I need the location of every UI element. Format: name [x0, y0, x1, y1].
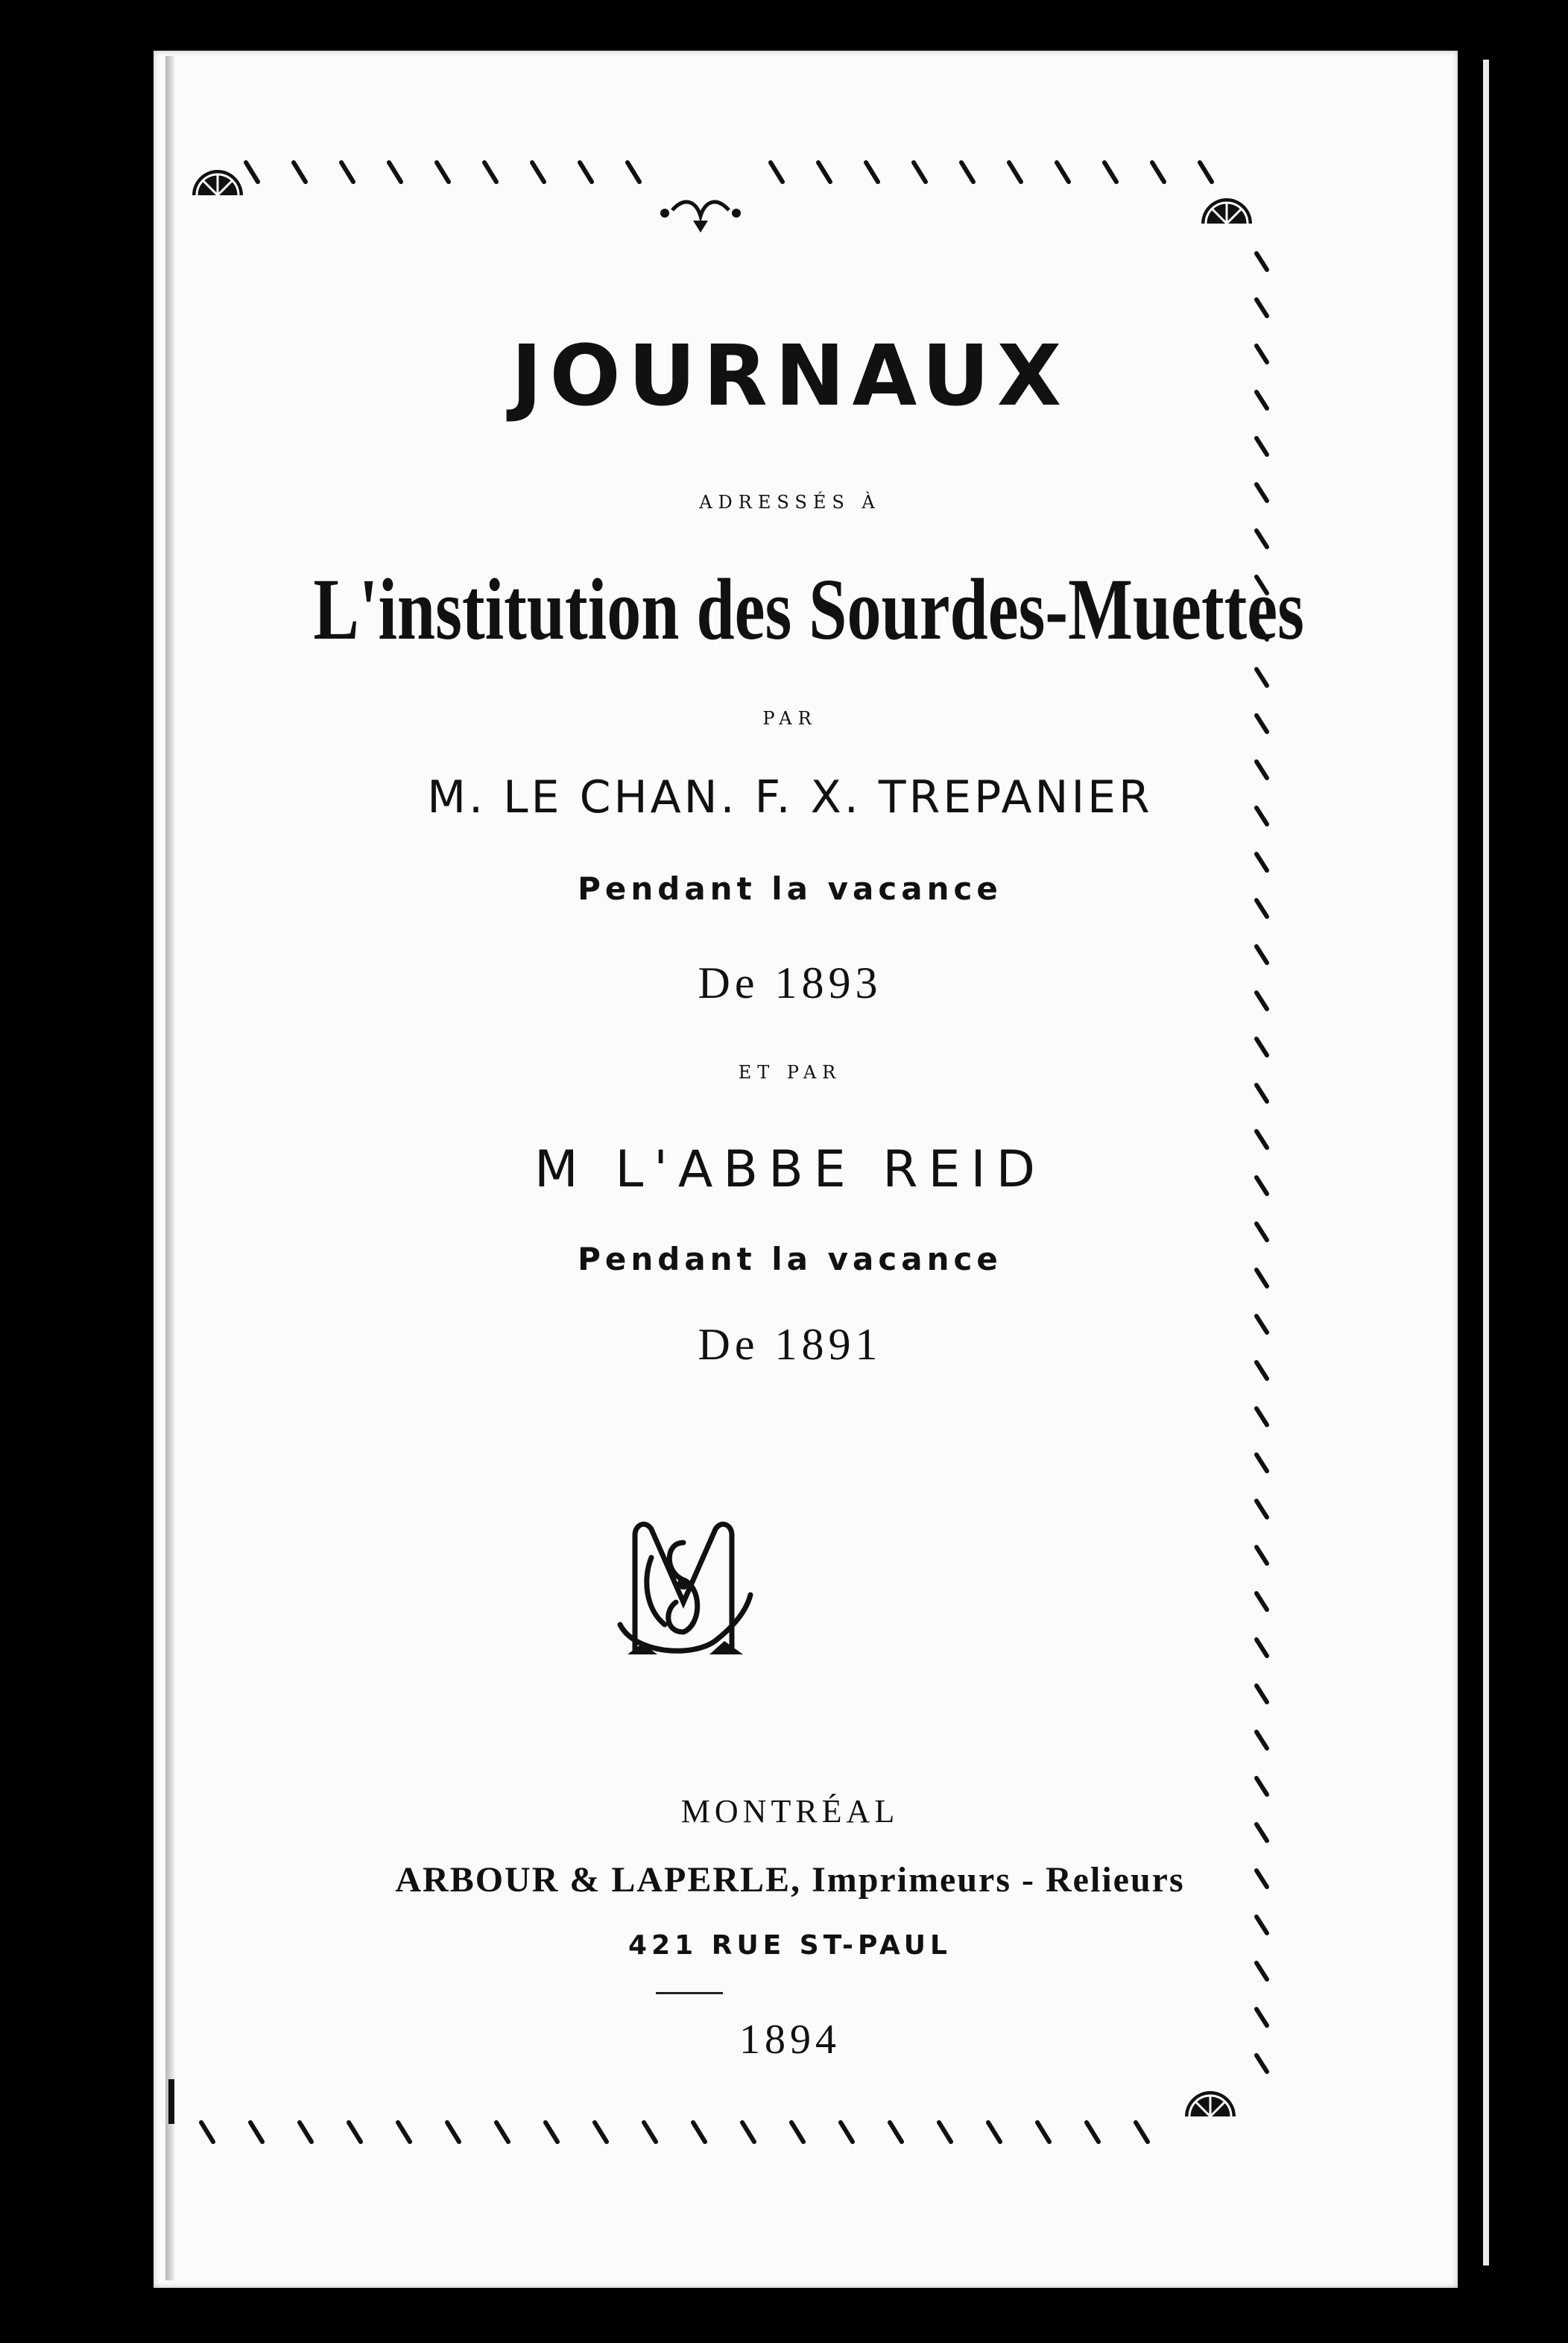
city: MONTRÉAL [680, 1793, 900, 1830]
frame-dash [1256, 1640, 1267, 1656]
frame-dash [866, 162, 878, 182]
corner-fan-bottom-right-icon [1185, 2091, 1236, 2116]
frame-dash [532, 162, 544, 182]
frame-dash [294, 162, 306, 182]
frame-dash [546, 2122, 557, 2142]
institution-name: L'institution des Sourdes-Muettes [313, 560, 1304, 658]
frame-dash [1037, 2122, 1049, 2142]
frame-dash [1256, 1732, 1267, 1748]
period-1: Pendant la vacance [578, 870, 1002, 907]
frame-dash [1256, 1039, 1267, 1055]
frame-dash [300, 2122, 312, 2142]
frame-dash [818, 162, 830, 182]
year-1: De 1893 [698, 958, 882, 1008]
publication-year: 1894 [739, 2017, 841, 2063]
frame-dash [890, 2122, 902, 2142]
frame-dash [1256, 531, 1267, 547]
frame-dash [791, 2122, 803, 2142]
year-2: De 1891 [698, 1320, 882, 1369]
frame-dash [447, 2122, 459, 2142]
frame-dash [1256, 1963, 1267, 1979]
frame-dash [1256, 1547, 1267, 1563]
by-label-1: PAR [762, 708, 818, 729]
frame-dash [389, 162, 401, 182]
frame-dash [1136, 2122, 1148, 2142]
frame-dash [1087, 2122, 1098, 2142]
frame-dash [914, 162, 926, 182]
top-fleuron-icon [660, 202, 741, 233]
frame-dash [1256, 1686, 1267, 1702]
frame-dash [1256, 253, 1267, 270]
frame-dash [484, 162, 496, 182]
frame-dash [1256, 300, 1267, 316]
frame-dash [437, 162, 449, 182]
author-2: M L'ABBE REID [534, 1140, 1046, 1199]
frame-dash [1057, 162, 1069, 182]
frame-dash [1256, 854, 1267, 870]
frame-dash [1009, 162, 1021, 182]
page-title: JOURNAUX [510, 328, 1069, 425]
frame-dash [1200, 162, 1212, 182]
frame-dash [1256, 438, 1267, 455]
frame-bottom-border [201, 2122, 1148, 2142]
frame-dash [398, 2122, 410, 2142]
frame-top-border [246, 162, 1212, 182]
frame-dash [627, 162, 639, 182]
corner-fan-top-right-icon [1201, 198, 1252, 224]
frame-dash [771, 162, 783, 182]
frame-dash [349, 2122, 361, 2142]
frame-dash [961, 162, 973, 182]
frame-dash [1256, 1501, 1267, 1517]
printer-address: 421 RUE ST-PAUL [628, 1930, 952, 1961]
frame-dash [841, 2122, 853, 2142]
period-2: Pendant la vacance [578, 1241, 1002, 1277]
frame-dash [1256, 1224, 1267, 1240]
frame-dash [580, 162, 592, 182]
frame-dash [939, 2122, 951, 2142]
author-1: M. LE CHAN. F. X. TREPANIER [427, 771, 1153, 823]
frame-dash [496, 2122, 508, 2142]
frame-dash [1152, 162, 1164, 182]
frame-dash [201, 2122, 213, 2142]
frame-dash [693, 2122, 705, 2142]
frame-dash [644, 2122, 656, 2142]
frame-dash [1256, 1593, 1267, 1610]
frame-dash [1256, 669, 1267, 686]
frame-dash [742, 2122, 754, 2142]
frame-dash [1256, 1408, 1267, 1425]
frame-dash [595, 2122, 607, 2142]
printer-name: ARBOUR & LAPERLE, Imprimeurs - Relieurs [395, 1860, 1185, 1900]
frame-dash [988, 2122, 1000, 2142]
corner-fan-top-left-icon [192, 170, 243, 195]
monogram-icon [605, 1513, 762, 1662]
frame-dash [1256, 1085, 1267, 1101]
frame-dash [250, 2122, 262, 2142]
addressed-to-label: ADRESSÉS À [699, 492, 881, 513]
frame-dash [341, 162, 353, 182]
frame-dash [246, 162, 258, 182]
divider-rule [656, 1992, 723, 1994]
frame-dash [1256, 1455, 1267, 1471]
by-label-2: ET PAR [738, 1062, 842, 1083]
frame-dash [1104, 162, 1116, 182]
